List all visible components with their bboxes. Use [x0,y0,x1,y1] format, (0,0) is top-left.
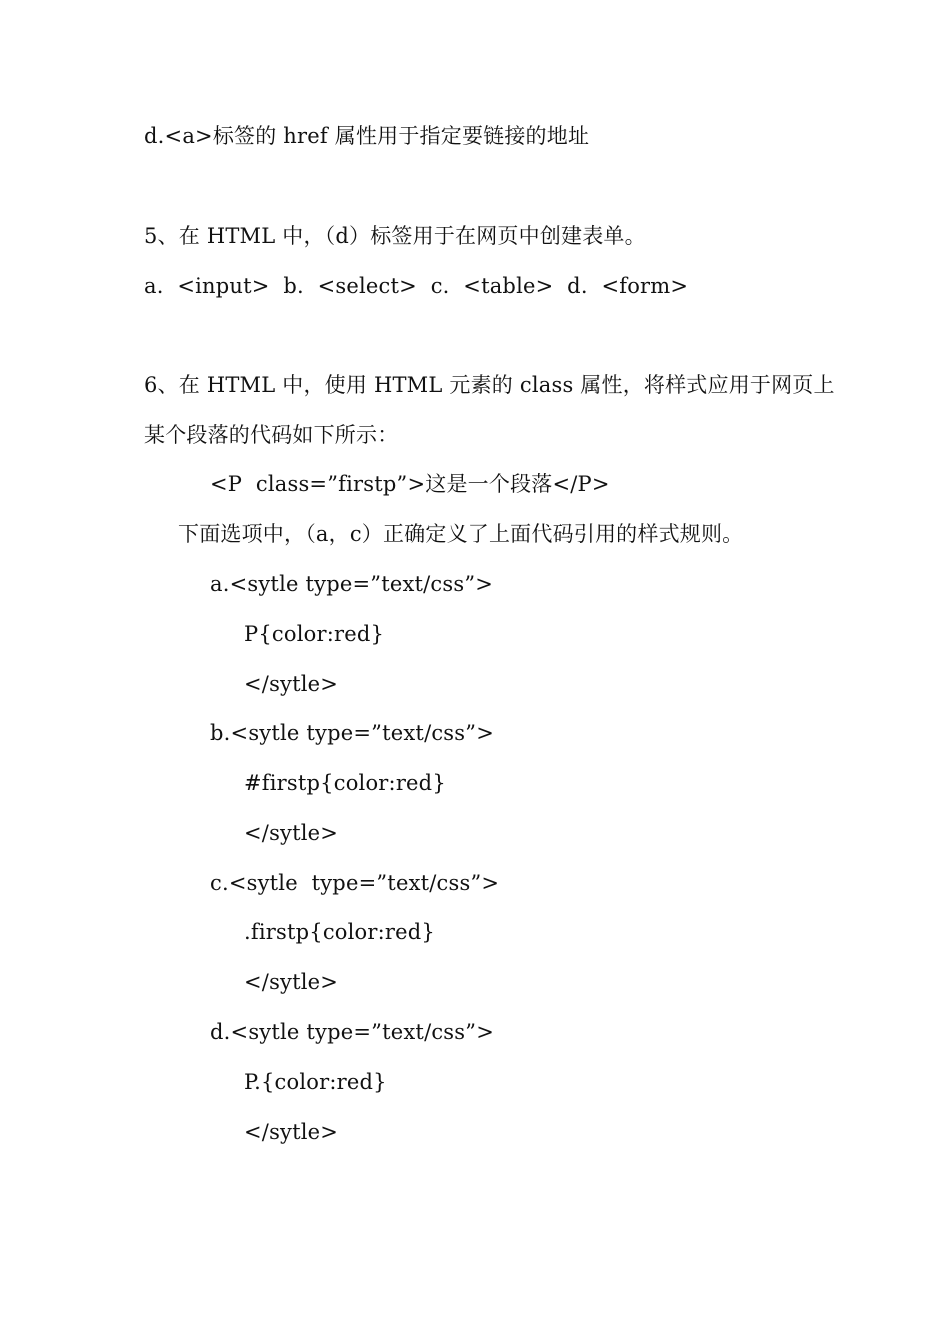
option-a-open-tag: a.<sytle type=”text/css”> [210,572,494,596]
option-d-rule: P.{color:red} [244,1070,387,1094]
option-b-open-tag: b.<sytle type=”text/css”> [210,721,494,745]
question-5-options: a. <input> b. <select> c. <table> d. <form> [144,274,689,298]
option-a-rule: P{color:red} [244,622,385,646]
question-6-text-line-1: 6、在 HTML 中，使用 HTML 元素的 class 属性，将样式应用于网页上 [144,373,835,397]
question-6-prompt: 下面选项中，（a，c）正确定义了上面代码引用的样式规则。 [178,522,744,546]
previous-question-option-d: d.<a>标签的 href 属性用于指定要链接的地址 [144,124,590,148]
option-b-close-tag: </sytle> [244,821,339,845]
option-d-open-tag: d.<sytle type=”text/css”> [210,1020,494,1044]
question-6-code-sample: <P class=”firstp”>这是一个段落</P> [210,472,610,496]
option-c-close-tag: </sytle> [244,970,339,994]
question-5-text: 5、在 HTML 中，（d）标签用于在网页中创建表单。 [144,224,646,248]
question-6-text-line-2: 某个段落的代码如下所示： [144,423,399,447]
option-a-close-tag: </sytle> [244,672,339,696]
option-c-rule: .firstp{color:red} [244,920,435,944]
option-c-open-tag: c.<sytle type=”text/css”> [210,871,500,895]
option-d-close-tag: </sytle> [244,1120,339,1144]
option-b-rule: #firstp{color:red} [244,771,446,795]
